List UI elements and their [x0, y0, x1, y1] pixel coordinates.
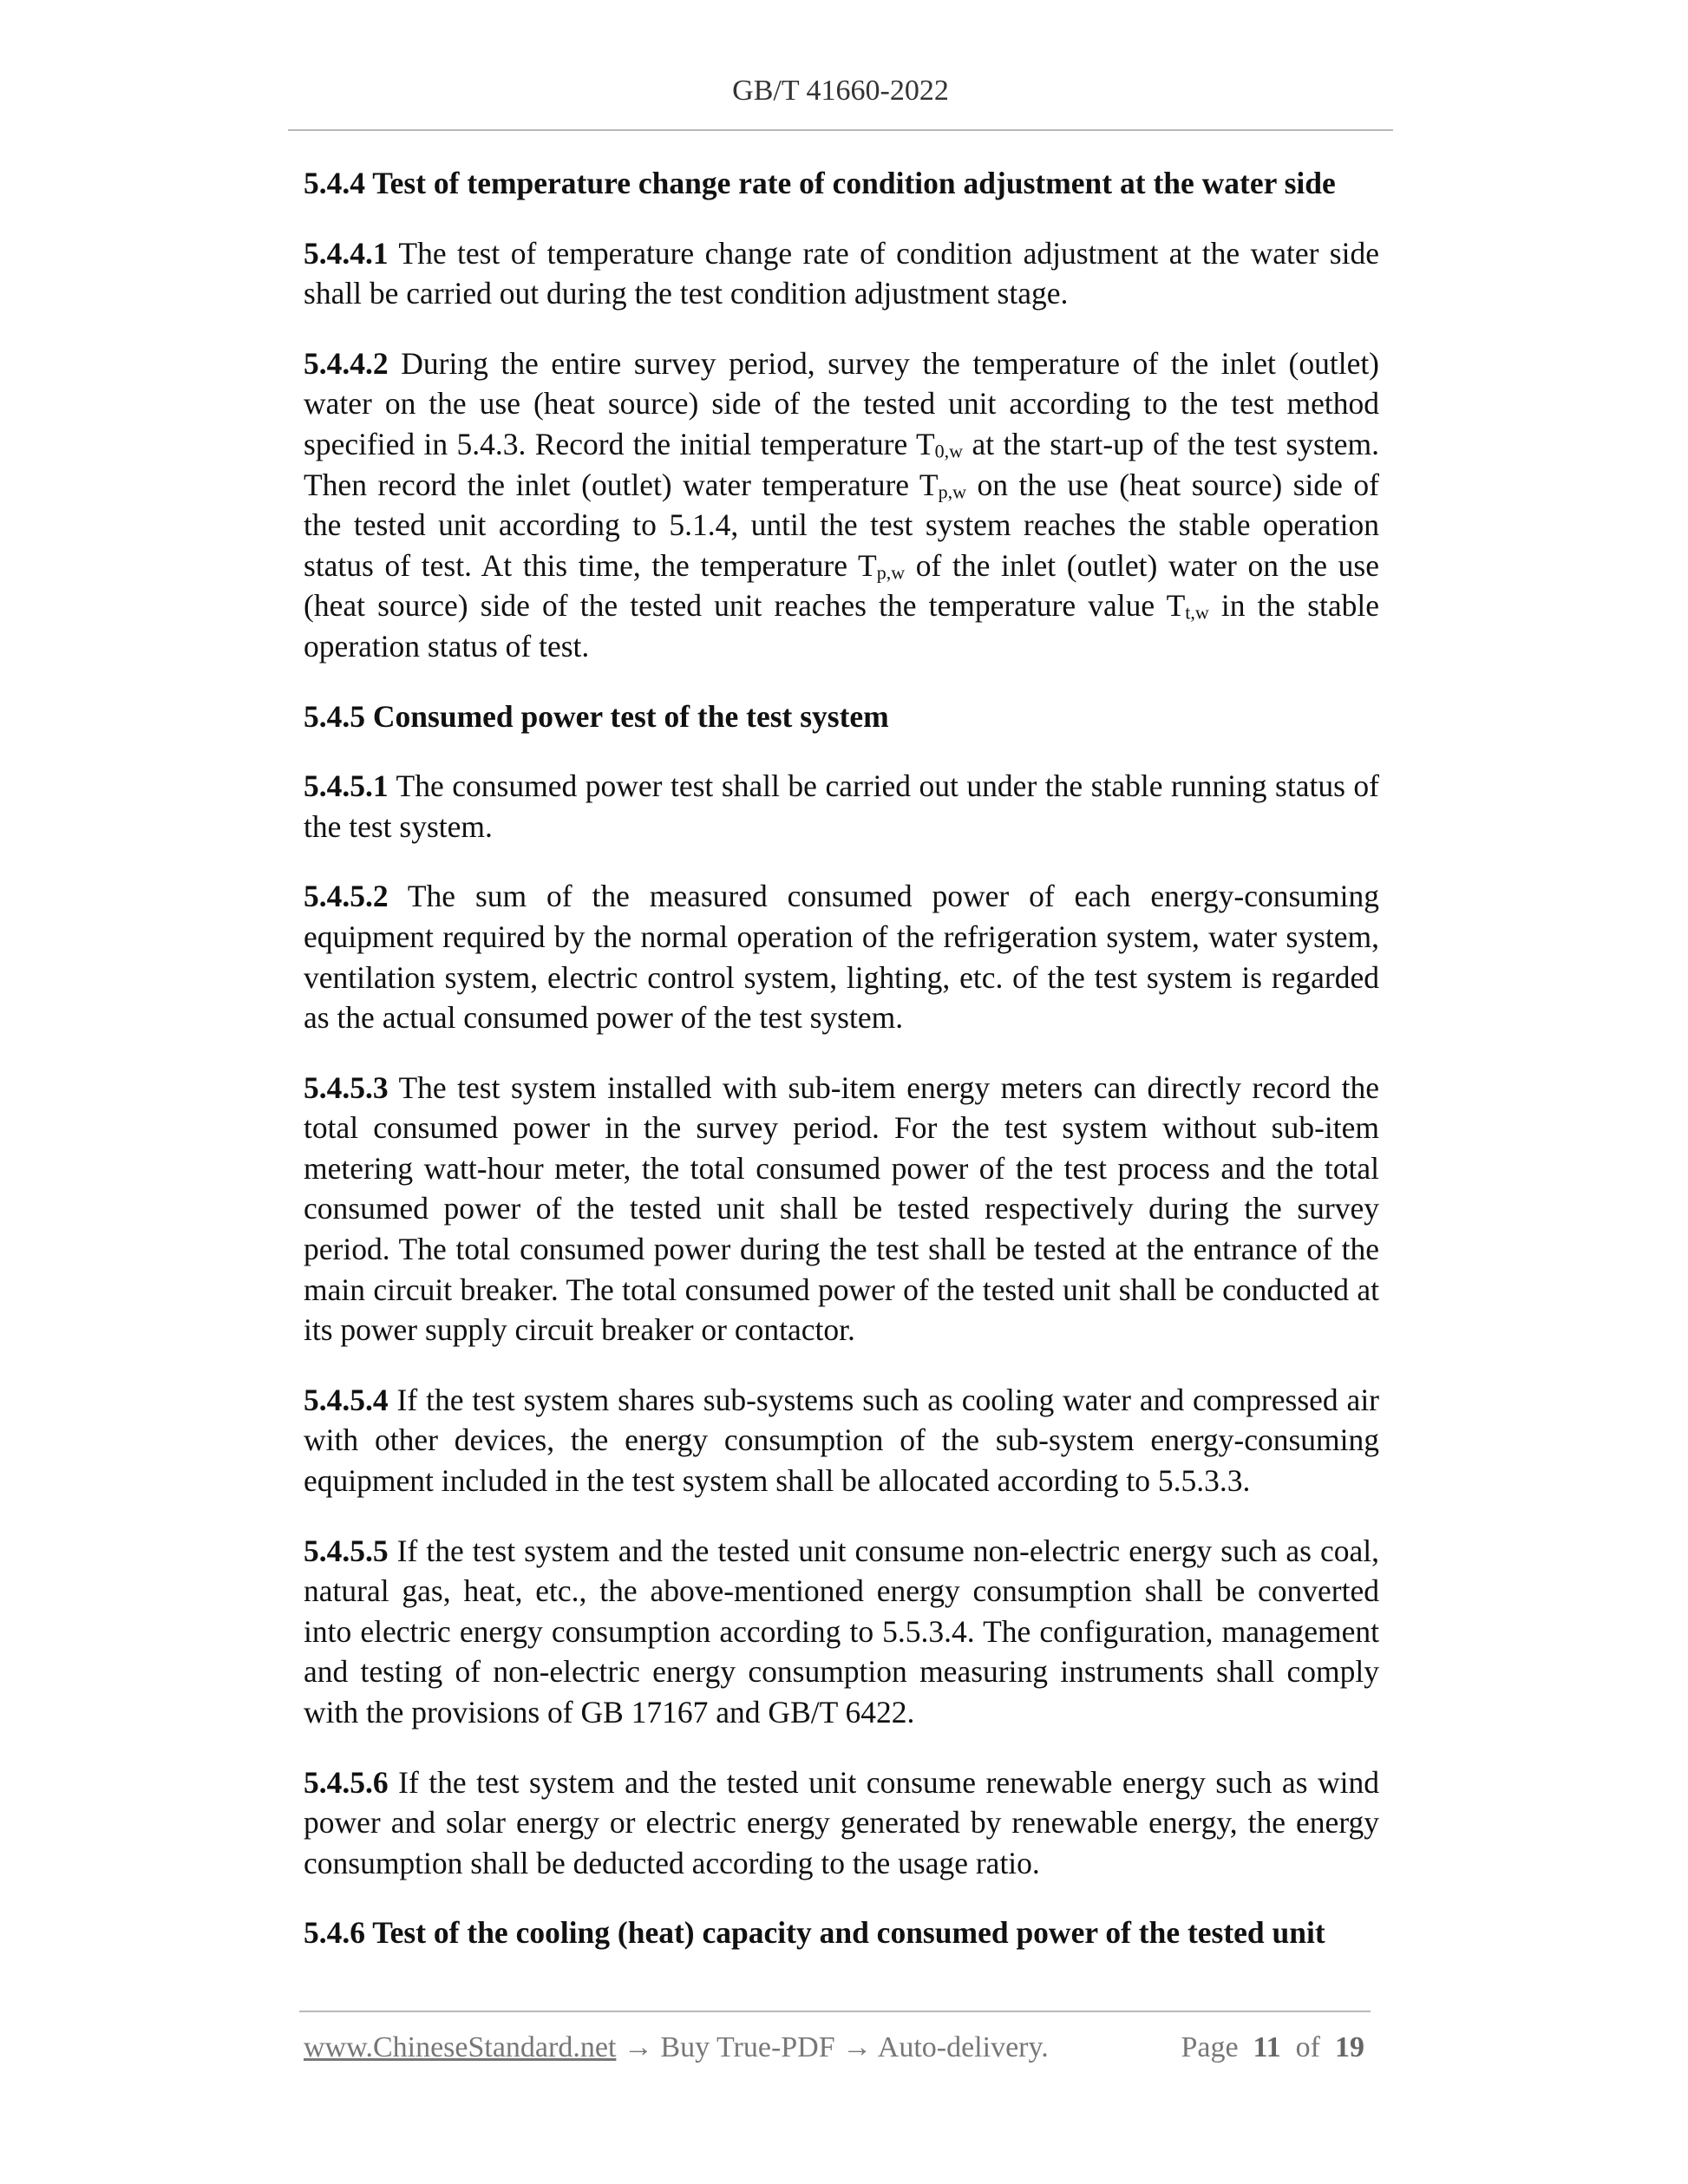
clause-text: If the test system and the tested unit consume non-electric energy such as coal, natural gas, heat, etc., the above-mentioned energy consumption shall be converted into electric energy consumption according to 5.5.3.4. The configuration, management and testing of non-electric energy consumption measuring instruments shall comply with the provisions of GB 17167 and GB/T 6422.: [304, 1533, 1380, 1730]
clause-text: The consumed power test shall be carried out under the stable running status of the test system.: [304, 768, 1380, 844]
footer-divider: [299, 2011, 1371, 2012]
clause-text: If the test system shares sub-systems such as cooling water and compressed air with other devices, the energy consumption of the sub-system energy-consuming equipment included in the test system shall be allocated according to 5.5.3.3.: [304, 1382, 1380, 1499]
clause-text: The sum of the measured consumed power of each energy-consuming equipment required by the normal operation of the refrigeration system, water system, ventilation system, electric control system, lighting, etc. of the test system is regarded as the actual consumed power of the test system.: [304, 879, 1379, 1036]
clause-number: 5.4.5.4: [304, 1382, 389, 1417]
clause-text: in the stable operation status of test.: [304, 588, 1379, 664]
clause-paragraph: [304, 1380, 1379, 1501]
website-link[interactable]: www.ChineseStandard.net: [304, 2031, 617, 2063]
clause-paragraph: [304, 766, 1379, 847]
clause-text: The test system installed with sub-item energy meters can directly record the total consumed power in the survey period. For the test system without sub-item metering watt-hour meter, the total consumed power of the test process and the total consumed power of the tested unit shall be tested respectively during the survey period. The total consumed power during the test shall be tested at the entrance of the main circuit breaker. The total consumed power of the tested unit shall be conducted at its power supply circuit breaker or contactor.: [304, 1069, 1379, 1348]
clause-paragraph: [304, 1068, 1379, 1350]
buy-pdf-text: Buy True-PDF: [660, 2031, 835, 2063]
subscript: p,w: [938, 480, 966, 502]
arrow-right-icon: →: [623, 2031, 653, 2063]
page-label: Page: [1181, 2031, 1239, 2063]
section-heading: 5.4.6 Test of the cooling (heat) capacity and consumed power of the tested unit: [304, 1915, 1325, 1951]
section-heading: 5.4.4 Test of temperature change rate of condition adjustment at the water side: [304, 166, 1336, 200]
subscript: t,w: [1185, 601, 1209, 624]
clause-text: of the inlet (outlet) water on the use (heat source) side of the tested unit reaches the temperature value T: [304, 547, 1379, 624]
clause-number: 5.4.5.2: [304, 879, 389, 914]
clause-number: 5.4.5.5: [304, 1533, 389, 1568]
arrow-right-icon: →: [842, 2031, 873, 2063]
clause-text: at the start-up of the test system. Then record the inlet (outlet) water temperature T: [304, 426, 1379, 502]
clause-paragraph: [304, 1762, 1379, 1884]
clause-text: on the use (heat source) side of the tested unit according to 5.1.4, until the test system reaches the stable operation status of test. At this time, the temperature T: [304, 467, 1379, 583]
clause-number: 5.4.5.3: [304, 1069, 389, 1105]
clause-number: 5.4.4.1: [304, 235, 389, 271]
section-heading: 5.4.5 Consumed power test of the test system: [304, 698, 889, 734]
clause-number: 5.4.5.6: [304, 1764, 389, 1800]
header-divider: [288, 129, 1393, 131]
clause-number: 5.4.5.1: [304, 768, 389, 804]
document-body: [304, 163, 1379, 1983]
subscript: 0,w: [934, 440, 964, 462]
clause-paragraph: [304, 343, 1379, 667]
footer-promo: [304, 2031, 1049, 2064]
document-header: GB/T 41660-2022: [732, 75, 949, 107]
of-label: of: [1295, 2031, 1320, 2063]
clause-text: The test of temperature change rate of condition adjustment at the water side shall be carried out during the test condition adjustment stage.: [304, 235, 1379, 311]
page-indicator: [1181, 2031, 1364, 2064]
clause-paragraph: [304, 1531, 1379, 1733]
clause-text: During the entire survey period, survey the temperature of the inlet (outlet) water on the use (heat source) side of the tested unit according to the test method specified in 5.4.3. Record the initial temperature T: [304, 345, 1380, 461]
clause-paragraph: [304, 876, 1379, 1037]
subscript: p,w: [876, 561, 906, 584]
clause-paragraph: [304, 233, 1379, 314]
current-page-number: 11: [1253, 2031, 1281, 2063]
total-pages-number: 19: [1335, 2031, 1364, 2063]
clause-number: 5.4.4.2: [304, 345, 389, 381]
auto-delivery-text: Auto-delivery.: [877, 2031, 1049, 2063]
clause-text: If the test system and the tested unit consume renewable energy such as wind power and solar energy or electric energy generated by renewable energy, the energy consumption shall be deducted according to the usage ratio.: [304, 1764, 1379, 1880]
